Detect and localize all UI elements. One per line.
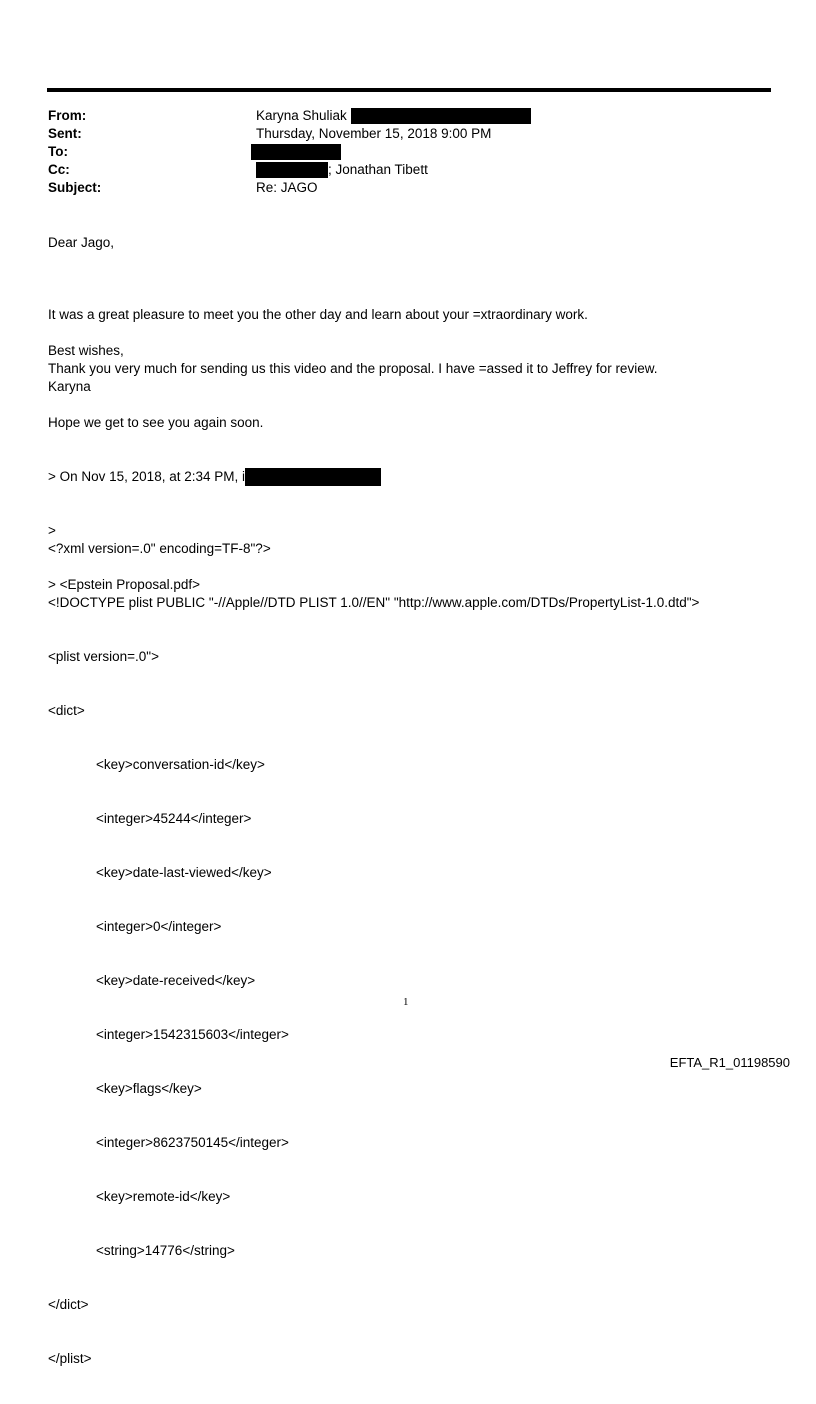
to-label: To: <box>48 144 68 159</box>
signature: Karyna <box>48 379 91 394</box>
email-header <box>48 107 768 197</box>
to-row <box>48 143 768 161</box>
body-line: Thank you very much for sending us this video and the proposal. I have =assed it to Jeffrey for review. <box>48 361 658 376</box>
dict-open: <dict> <box>48 703 85 718</box>
from-row <box>48 107 768 125</box>
plist-entry: <integer>45244</integer> <box>96 811 252 826</box>
cc-value <box>256 161 428 179</box>
plist-entry: <integer>1542315603</integer> <box>96 1027 289 1042</box>
subject-row <box>48 179 768 197</box>
plist-entry: <integer>0</integer> <box>96 919 222 934</box>
cc-row <box>48 161 768 179</box>
closing: Best wishes, <box>48 343 124 358</box>
quoted-line: > <Epstein Proposal.pdf> <box>48 577 200 592</box>
body-line: Hope we get to see you again soon. <box>48 415 264 430</box>
sent-label: Sent: <box>48 126 82 141</box>
greeting: Dear Jago, <box>48 235 115 250</box>
plist-entry: <string>14776</string> <box>96 1243 235 1258</box>
plist-block <box>48 504 768 1404</box>
sent-row <box>48 125 768 143</box>
plist-entry: <key>remote-id</key> <box>96 1189 231 1204</box>
plist-close: </plist> <box>48 1351 92 1366</box>
redaction-block <box>351 108 531 124</box>
cc-label: Cc: <box>48 162 70 177</box>
xml-declaration: <?xml version=.0" encoding=TF-8"?> <box>48 541 271 556</box>
redaction-block <box>251 144 341 160</box>
plist-entry: <key>flags</key> <box>96 1081 202 1096</box>
plist-entry: <key>conversation-id</key> <box>96 757 265 772</box>
from-value <box>256 107 531 125</box>
plist-entry: <integer>8623750145</integer> <box>96 1135 289 1150</box>
cc-names: ; Jonathan Tibett <box>328 162 428 177</box>
header-rule <box>47 88 771 92</box>
plist-entry: <key>date-last-viewed</key> <box>96 865 272 880</box>
body-line: It was a great pleasure to meet you the other day and learn about your =xtraordinary work. <box>48 307 588 322</box>
quoted-line: > <box>48 523 56 538</box>
quoted-line <box>48 468 768 486</box>
plist-open: <plist version=.0"> <box>48 649 159 664</box>
quoted-attribution: > On Nov 15, 2018, at 2:34 PM, i <box>48 469 245 484</box>
redaction-block <box>245 468 381 486</box>
from-label: From: <box>48 108 87 123</box>
redaction-block <box>256 162 328 178</box>
dict-close: </dict> <box>48 1297 89 1312</box>
subject-label: Subject: <box>48 180 102 195</box>
plist-entry: <key>date-received</key> <box>96 973 256 988</box>
subject-value: Re: JAGO <box>256 180 318 195</box>
to-value <box>256 143 341 161</box>
sent-value: Thursday, November 15, 2018 9:00 PM <box>256 126 492 141</box>
page-number: 1 <box>403 996 409 1008</box>
from-name: Karyna Shuliak <box>256 108 347 123</box>
bates-number: EFTA_R1_01198590 <box>669 1055 790 1070</box>
doctype-line: <!DOCTYPE plist PUBLIC "-//Apple//DTD PLIST 1.0//EN" "http://www.apple.com/DTDs/PropertyList-1.0.dtd"> <box>48 595 700 610</box>
